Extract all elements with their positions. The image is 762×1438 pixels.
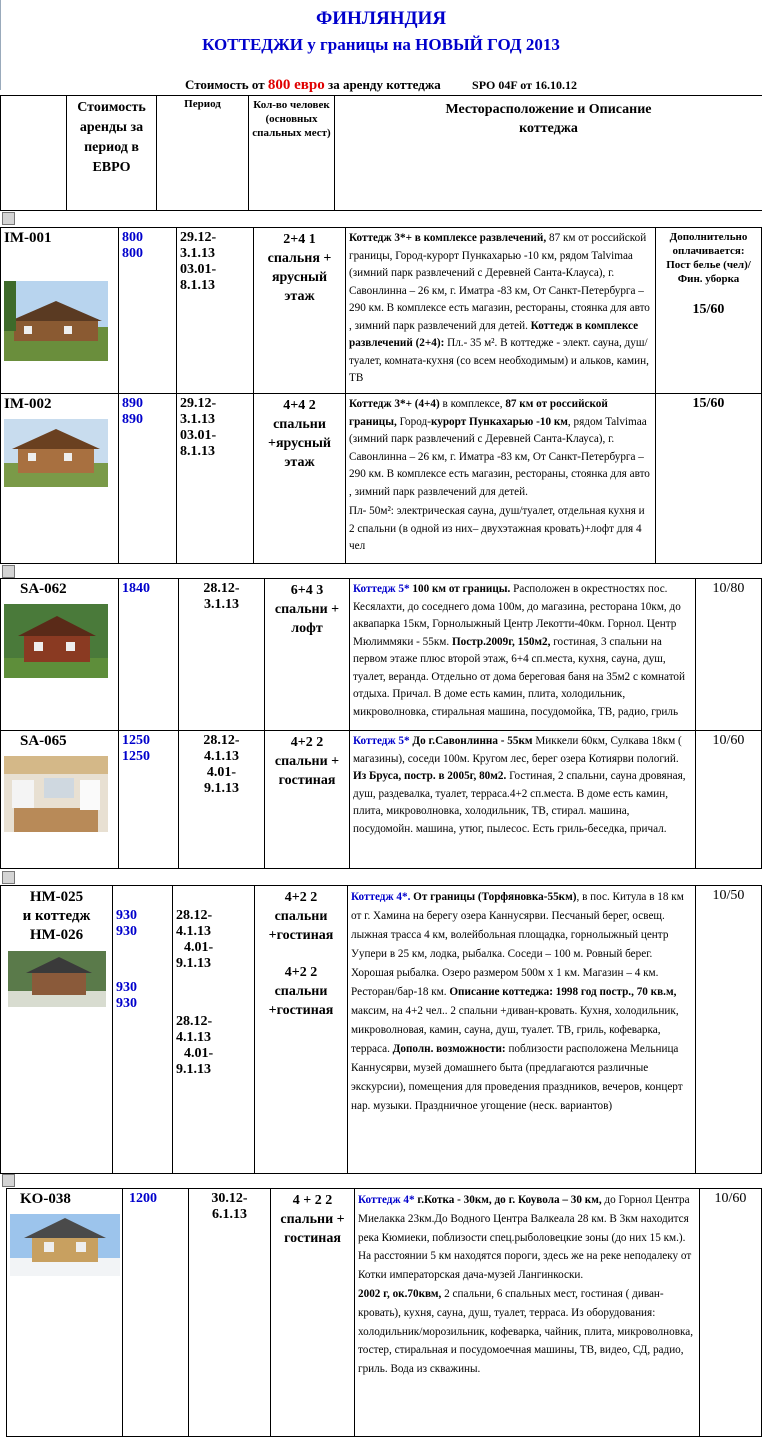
cottage-photo: [4, 756, 108, 832]
extra-value: 10/60: [696, 731, 762, 869]
code-line: HM-026: [29, 927, 84, 943]
period-line: 9.1.13: [204, 781, 239, 796]
extra-value: 15/60: [656, 394, 762, 564]
period-line: 29.12-: [180, 230, 217, 245]
section-marker: [2, 871, 15, 884]
price-cell: [119, 731, 179, 869]
price-value: 800 евро: [267, 77, 325, 93]
desc-text: , в пос. Китула в 18 км от г. Хамина на берегу озера Каннусярви. Песчаный берег, освещ. лыжная трасса 4 км, волейбольная площадка, горнолыжный центр Уупери в 25 км, лодка, рыбалка. Соседи – 100 м. Ровный берег. Хорошая рыбалка. Озеро размером 500м х 1 км. Магазин – 4 км. Ресторан/бар-18 км.: [351, 891, 684, 998]
desc-text: максим, на 4+2 чел.. 2 спальни +диван-кровать. Кухня, холодильник, микроволновая, камин, сауна, душ, туалет. ТВ, гриль, кофеварка, терраса.: [351, 1005, 679, 1055]
price-cell: [113, 886, 173, 1174]
period-line: 28.12-: [176, 1014, 213, 1029]
cottage-photo: [4, 419, 108, 487]
price-prefix: Стоимость от: [185, 77, 265, 92]
desc-bold: Дополн. возможности:: [392, 1043, 506, 1055]
period-cell: [177, 394, 254, 564]
price-line-2: 890: [122, 412, 143, 427]
desc-text: 87 км от российской границы, Город-курорт Пункахарью -10 км, рядом Talvimaa (зимний парк развлечений с Деревней Санта-Клауса), г. Савонлинна – 26 км, г. Иматра -83 км, От Санкт-Петербурга – 290 км. В комплексе есть магазин, рестораны, стоянка для авто , зимний парк развлечений для детей.: [349, 232, 650, 332]
period-line: 4.01-: [206, 765, 237, 780]
cottage-photo: [4, 604, 108, 678]
price-line-1: 1250: [122, 733, 150, 748]
period-line: 4.1.13: [204, 749, 239, 764]
desc-caption: Коттедж 4*: [358, 1194, 415, 1206]
period-cell: [179, 579, 265, 731]
table-row: [1, 731, 762, 869]
desc-text: , рядом Talvimaa (зимний парк развлечений с Деревней Санта-Клауса), г. Савонлинна – 26 км, г. Иматра -83 км, От Санкт-Петербурга – 290 км. В комплексе есть магазин, рестораны, стоянка для авто , зимний парк развлечений для детей.: [349, 415, 650, 498]
period-line: 8.1.13: [180, 278, 215, 293]
period-line: 28.12-: [203, 733, 240, 748]
cottage-code: SA-065: [20, 733, 67, 749]
period-line: 3.1.13: [204, 597, 239, 612]
period-line: 4.1.13: [176, 924, 211, 939]
header-table: [0, 95, 762, 211]
period-line: 4.01-: [184, 1046, 214, 1061]
people-cell: 2+4 1 спальня + ярусный этаж: [254, 228, 346, 394]
price-line: 930: [116, 908, 137, 923]
period-line: 9.1.13: [176, 956, 211, 971]
cottage-code: [4, 888, 109, 945]
price-line: 930: [116, 980, 137, 995]
desc-text: Пл.- 35 м². В коттедже - элект. сауна, душ/туалет, комната-кухня (со всем необходимым) и альков, камин, ТВ: [349, 337, 649, 384]
desc-bold: 87 км от российской границы,: [349, 398, 608, 428]
section-marker: [2, 1174, 15, 1187]
desc-bold: Коттедж в комплексе развлечений (2+4):: [349, 319, 639, 349]
header-price: Стоимость аренды за период в ЕВРО: [67, 96, 157, 211]
cottage-code: IM-002: [4, 396, 52, 412]
price-line-2: 800: [122, 246, 143, 261]
desc-bold: курорт Пункахарью -10 км: [430, 415, 568, 428]
code-line: и коттедж: [22, 908, 91, 924]
cottage-photo: [10, 1214, 120, 1276]
description-cell: [348, 886, 696, 1174]
period-cell: [189, 1189, 271, 1437]
desc-caption: Коттедж 4*.: [351, 891, 411, 903]
description-cell: [350, 731, 696, 869]
desc-bold: Из Бруса, постр. в 2005г, 80м2.: [353, 770, 507, 782]
price-cell: [119, 394, 177, 564]
price-line-1: 1840: [122, 581, 150, 596]
table-row: [1, 394, 762, 564]
desc-bold: 100 км от границы.: [409, 583, 511, 595]
extra-cell: [656, 228, 762, 394]
period-line: 6.1.13: [212, 1207, 247, 1222]
desc-bold: Коттедж 3*+ (4+4): [349, 398, 440, 410]
cottage-code: SA-062: [20, 581, 67, 597]
desc-text: Пл- 50м²: электрическая сауна, душ/туалет, отдельная кухня и 2 спальни (в одной из них– двухэтажная кровать)+лофт для 4 чел: [349, 505, 645, 552]
code-cell: [1, 731, 119, 869]
description-cell: [346, 228, 656, 394]
table-row: [7, 1189, 762, 1437]
people-line: 4+2 2 спальни +гостиная: [268, 965, 334, 1018]
header-location: Месторасположение и Описание коттеджа: [335, 96, 762, 211]
desc-bold: До г.Савонлинна - 55км: [409, 735, 533, 747]
table-block-sa: [0, 578, 762, 869]
desc-text: в комплексе,: [439, 398, 506, 410]
description-cell: [355, 1189, 700, 1437]
spo-reference: SPO 04F от 16.10.12: [472, 78, 577, 92]
desc-text: поблизости расположена Мельница Каннусярви, музей домашнего быта (предлагаются различные экскурсии), помещения для проведения праздников, вечеров, концерт нар. музыки. Праздничное угощение (неск. вариантов): [351, 1043, 683, 1112]
period-cell: [173, 886, 255, 1174]
table-row: [1, 886, 762, 1174]
table-block-im: [0, 227, 762, 564]
price-cell: [119, 579, 179, 731]
period-line: 4.01-: [184, 940, 214, 955]
desc-text: Расположен в окрестностях пос. Кесялахти, до соседнего дома 100м, до магазина, ресторана 10км, до аквапарка 15км, Горнолыжный Центр Лекотти-40км. Горнол. Центр Мюлиммяки - 55км.: [353, 583, 681, 648]
price-line-1: 800: [122, 230, 143, 245]
description-cell: [350, 579, 696, 731]
cottage-code: KO-038: [20, 1191, 71, 1207]
section-marker: [2, 212, 15, 225]
desc-bold: От границы (Торфяновка-55км): [410, 891, 577, 903]
price-line: 930: [116, 996, 137, 1011]
code-cell: [7, 1189, 123, 1437]
table-block-ko: [6, 1188, 762, 1437]
code-line: HM-025: [29, 889, 84, 905]
price-line-1: 1200: [129, 1191, 157, 1206]
desc-bold: Коттедж 3*+ в комплексе развлечений,: [349, 232, 547, 244]
period-line: 30.12-: [211, 1191, 248, 1206]
desc-bold: г.Котка - 30км, до г. Коувола – 30 км,: [414, 1194, 602, 1206]
code-cell: [1, 579, 119, 731]
extra-value: 15/60: [692, 302, 725, 317]
extra-value: 10/60: [700, 1189, 762, 1437]
people-cell: 6+4 3 спальни + лофт: [265, 579, 350, 731]
period-line: 28.12-: [203, 581, 240, 596]
table-block-hm: [0, 885, 762, 1174]
extra-label: Дополнительно оплачивается: Пост белье (чел)/ Фин. уборка: [666, 231, 751, 285]
price-line: 930: [116, 924, 137, 939]
desc-text: Город-: [396, 415, 431, 428]
period-line: 29.12-: [180, 396, 217, 411]
desc-text: до Горнол Центра Миелакка 23км.До Водного Центра Валкеала 28 км. В 3км находится река Кюмиеки, поблизости спец.рыболовецкие зоны (до них 15 км.). На расстоянии 5 км находятся пороги, здесь же на реке неподалеку от Котки императорская дача-музей Лангинкоски.: [358, 1194, 692, 1282]
description-cell: [346, 394, 656, 564]
period-line: 03.01-: [180, 428, 217, 443]
period-cell: [179, 731, 265, 869]
people-cell: 4 + 2 2 спальни + гостиная: [271, 1189, 355, 1437]
desc-text: Гостиная, 2 спальни, сауна дровяная, душ, раздевалка, туалет, терраса.4+2 сп.места. В доме есть камин, плита, микроволновка, холодильник, ТВ, стирал. машина, посудомойн. машина, утюг, пылесос. Есть гриль-беседка, причал.: [353, 770, 686, 835]
desc-bold: 2002 г, ок.70квм,: [358, 1287, 442, 1300]
extra-value: 10/50: [696, 886, 762, 1174]
people-line: 4+2 2 спальни +гостиная: [268, 890, 334, 943]
desc-text: 2 спальни, 6 спальных мест, гостиная ( диван-кровать), кухня, сауна, душ, туалет, терраса. Из оборудования: холодильник/морозильник, кофеварка, чайник, плита, микроволновка, тостер, стиральная и посудомоечная машины, ТВ, видео, СД, радио, гриль. Вода из скважины.: [358, 1287, 694, 1376]
header-code-cell: [1, 96, 67, 211]
code-cell: [1, 228, 119, 394]
cottage-photo: [8, 951, 106, 1007]
people-cell: [255, 886, 348, 1174]
price-cell: [119, 228, 177, 394]
people-cell: 4+2 2 спальни + гостиная: [265, 731, 350, 869]
period-line: 3.1.13: [180, 246, 215, 261]
price-line: [0, 77, 762, 94]
cottage-code: IM-001: [4, 230, 52, 246]
cottage-photo: [4, 281, 108, 361]
header-people: Кол-во человек (основных спальных мест): [249, 96, 335, 211]
table-row: [1, 579, 762, 731]
period-line: 4.1.13: [176, 1030, 211, 1045]
people-cell: 4+4 2 спальни +ярусный этаж: [254, 394, 346, 564]
section-marker: [2, 565, 15, 578]
desc-text: Миккели 60км, Сулкава 18км ( магазины), соседи 100м. Кругом лес, берег озера Котиярви пологий.: [353, 735, 682, 765]
period-cell: [177, 228, 254, 394]
desc-bold: Описание коттеджа: 1998 год постр., 70 кв.м,: [449, 986, 677, 998]
period-line: 8.1.13: [180, 444, 215, 459]
desc-caption: Коттедж 5*: [353, 583, 410, 595]
desc-caption: Коттедж 5*: [353, 735, 410, 747]
period-line: 3.1.13: [180, 412, 215, 427]
period-line: 9.1.13: [176, 1062, 211, 1077]
price-line-2: 1250: [122, 749, 150, 764]
extra-value: 10/80: [696, 579, 762, 731]
price-suffix: за аренду коттеджа: [327, 77, 441, 92]
price-line-1: 890: [122, 396, 143, 411]
header-period: Период: [157, 96, 249, 211]
period-line: 03.01-: [180, 262, 217, 277]
desc-bold: Постр.2009г, 150м2,: [451, 635, 551, 648]
page-subtitle: КОТТЕДЖИ у границы на НОВЫЙ ГОД 2013: [202, 35, 560, 54]
code-cell: [1, 886, 113, 1174]
code-cell: [1, 394, 119, 564]
table-row: [1, 228, 762, 394]
page-title: ФИНЛЯНДИЯ: [315, 8, 447, 29]
desc-text: гостиная, 3 спальни на первом этаже плюс второй этаж, 6+4 сп.места, кухня, сауна, душ, туалет, веранда. Отдельно от дома береговая баня на 35м2 с комнатой отдыха. Причал. В доме есть камин, плита, холодильник, микроволновка, стиральная машина, посудомойка, ТВ, радио, гриль: [353, 635, 686, 718]
period-line: 28.12-: [176, 908, 213, 923]
price-cell: [123, 1189, 189, 1437]
